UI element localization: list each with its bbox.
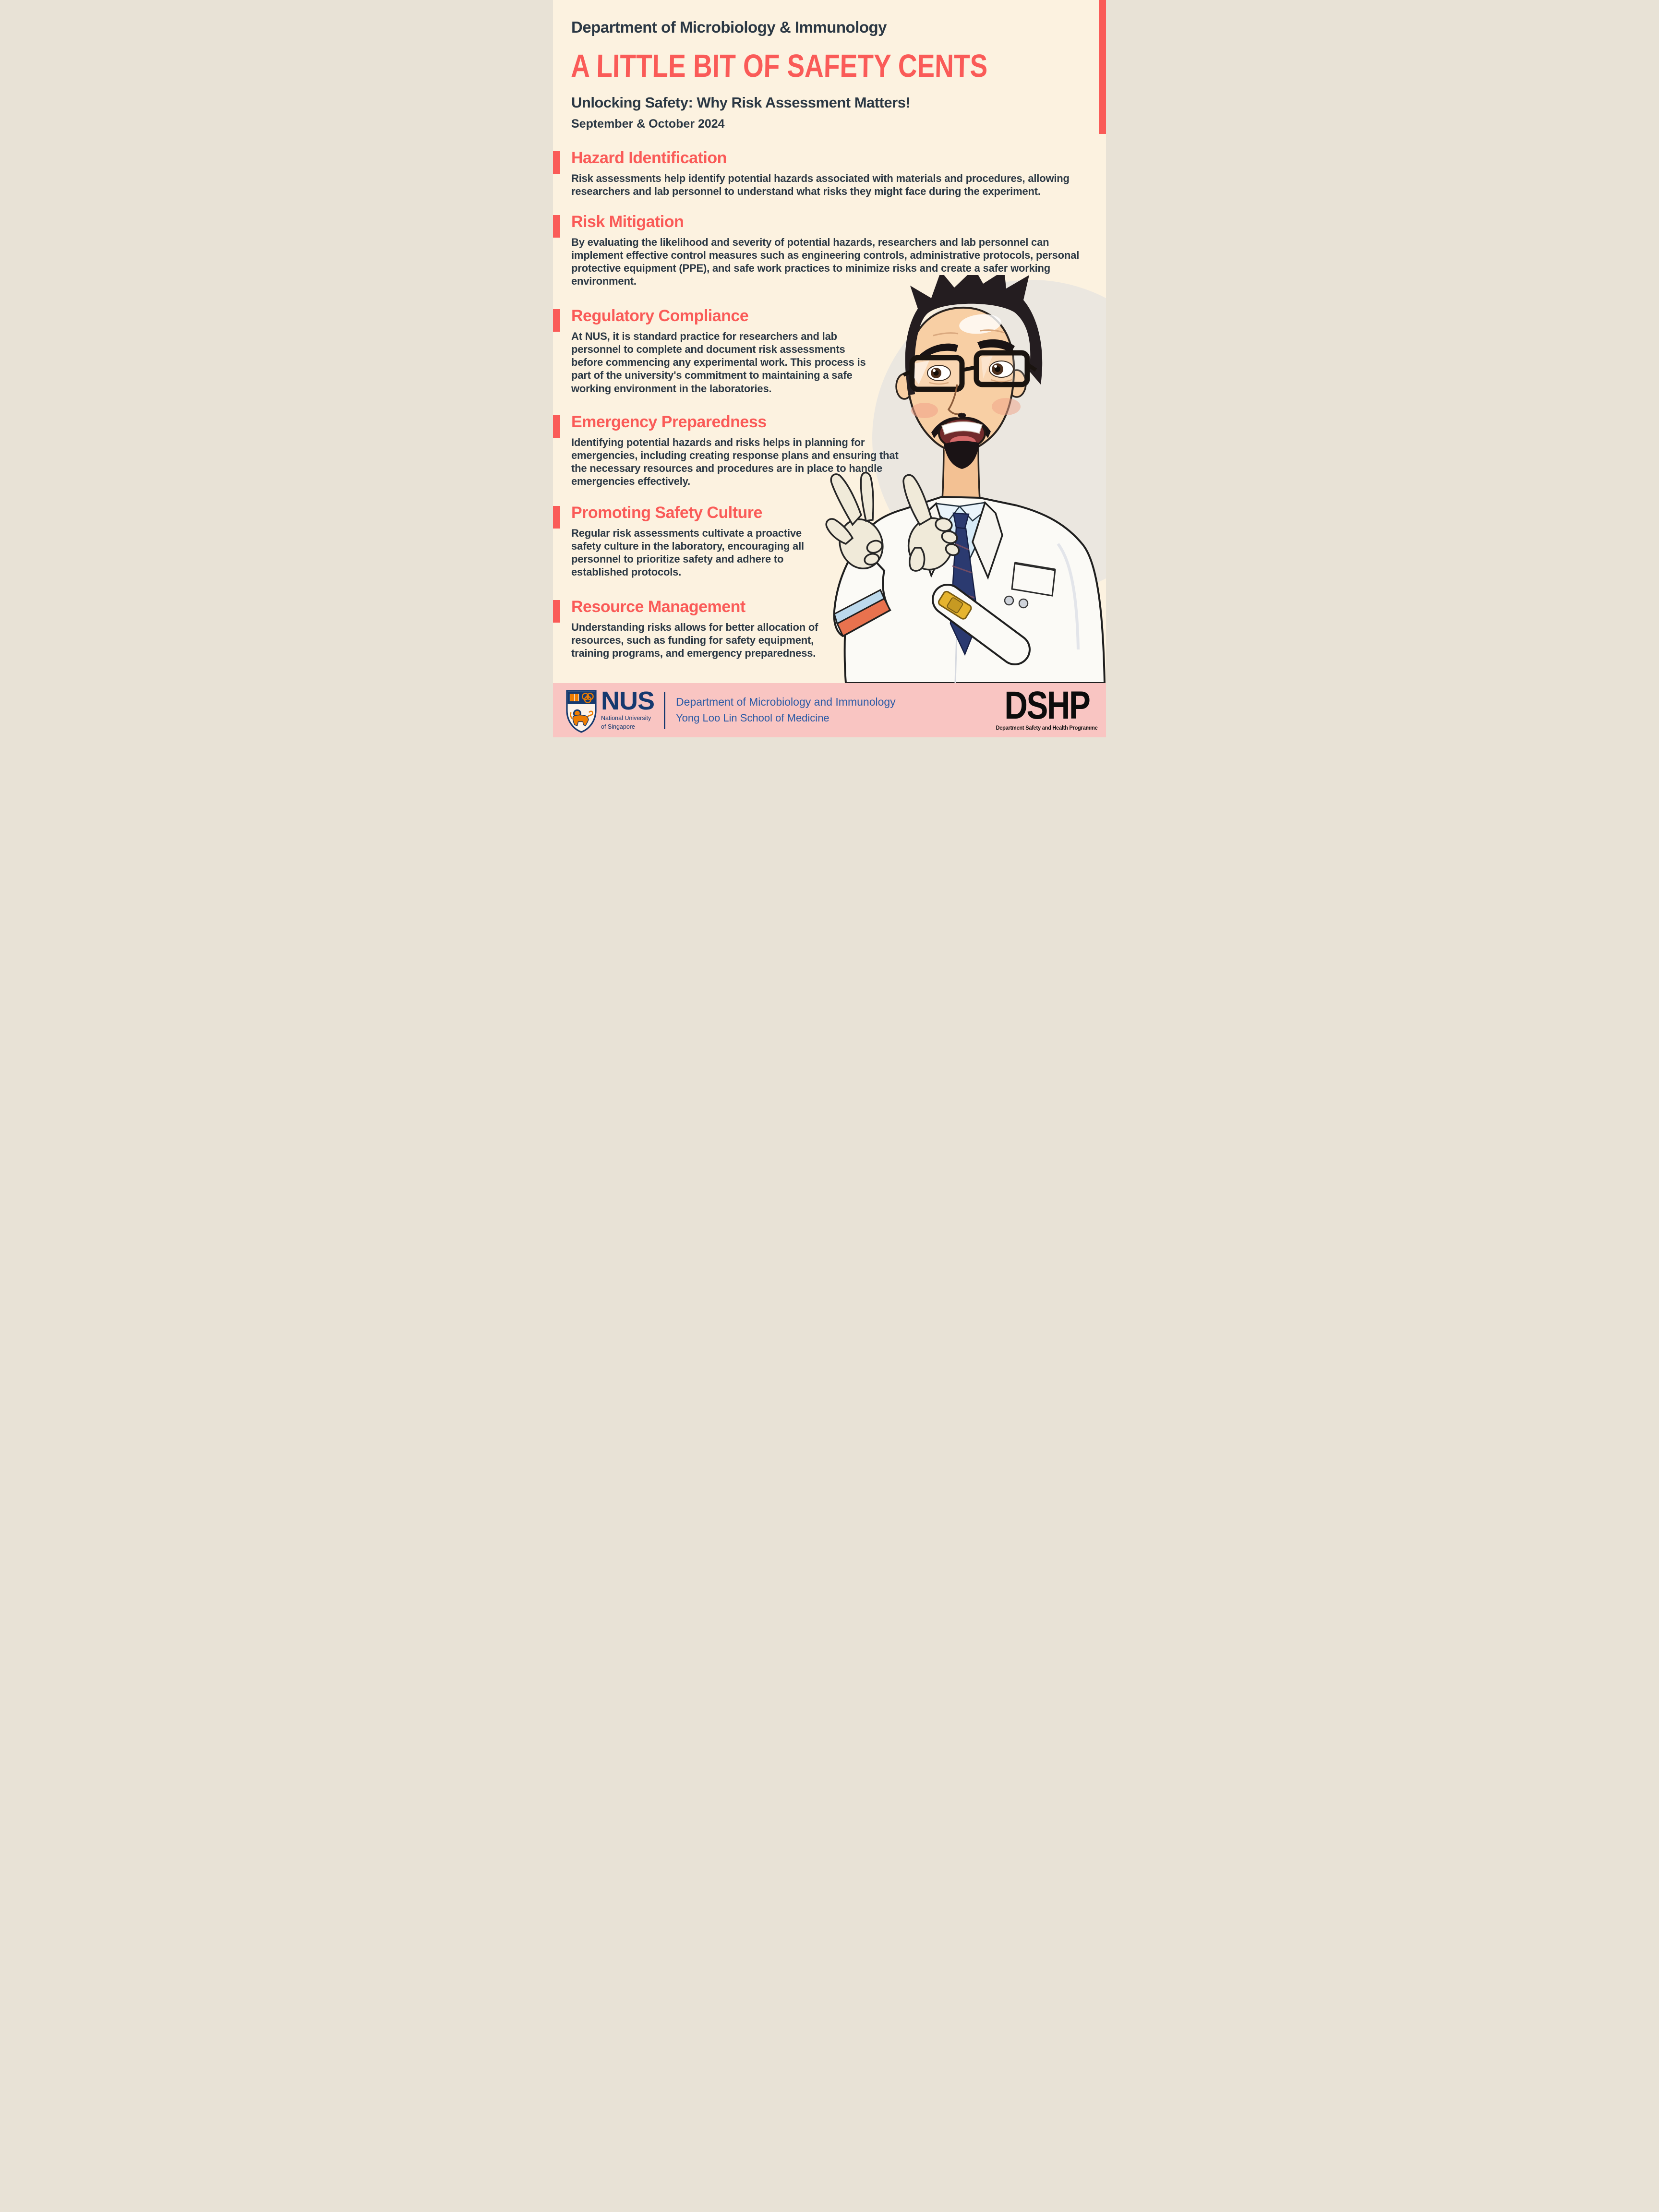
section-accent-bar	[553, 600, 560, 623]
section-body: Risk assessments help identify potential hazards associated with materials and procedures, allowing researchers and lab personnel to understand what risks they might face during the experiment.	[571, 172, 1070, 197]
poster-subtitle: Unlocking Safety: Why Risk Assessment Matters!	[571, 94, 911, 111]
nus-subtext-line2: of Singapore	[601, 723, 635, 731]
nus-logo	[565, 688, 654, 733]
section-body: By evaluating the likelihood and severity of potential hazards, researchers and lab personnel can implement effective control measures such as engineering controls, administrative protocols, personal protective equipment (PPE), and safe work practices to minimize risks and create a safer working environment.	[571, 236, 1080, 288]
nus-wordmark: NUS	[601, 686, 655, 716]
section-resource-management	[553, 599, 1106, 660]
section-body: At NUS, it is standard practice for researchers and lab personnel to complete and document risk assessments before commencing any experimental work. This process is part of the university's commitment to maintaining a safe working environment in the laboratories.	[571, 330, 866, 395]
nus-subtext-line1: National University	[601, 715, 651, 722]
poster-title: A LITTLE BIT OF SAFETY CENTS	[570, 48, 988, 84]
header-accent-strip	[1099, 0, 1106, 134]
dshp-full-name: Department Safety and Health Programme	[996, 725, 1098, 732]
section-heading: Hazard Identification	[571, 149, 727, 167]
section-accent-bar	[553, 151, 560, 174]
section-emergency-preparedness	[553, 414, 1106, 488]
poster-header	[571, 18, 1077, 131]
dshp-acronym: DSHP	[1004, 683, 1089, 727]
section-risk-mitigation	[553, 214, 1106, 288]
safety-poster	[553, 0, 1106, 737]
section-accent-bar	[553, 309, 560, 332]
poster-date: September & October 2024	[571, 117, 725, 131]
section-body: Understanding risks allows for better allocation of resources, such as funding for safety equipment, training programs, and emergency preparedness.	[571, 621, 818, 660]
section-regulatory-compliance	[553, 308, 1106, 395]
section-heading: Risk Mitigation	[571, 213, 684, 231]
section-body: Regular risk assessments cultivate a proactive safety culture in the laboratory, encouraging all personnel to prioritize safety and adhere to established protocols.	[571, 527, 804, 578]
section-accent-bar	[553, 215, 560, 238]
section-heading: Emergency Preparedness	[571, 413, 767, 431]
footer-department-block	[676, 695, 896, 725]
section-heading: Promoting Safety Culture	[571, 504, 762, 522]
footer-divider	[664, 692, 665, 729]
department-line: Department of Microbiology & Immunology	[571, 18, 887, 36]
section-promoting-safety-culture	[553, 505, 1106, 579]
section-accent-bar	[553, 506, 560, 529]
poster-footer	[553, 683, 1106, 737]
section-heading: Resource Management	[571, 598, 745, 616]
footer-department-line2: Yong Loo Lin School of Medicine	[676, 712, 830, 724]
section-accent-bar	[553, 415, 560, 438]
dshp-logo	[993, 683, 1100, 732]
section-body: Identifying potential hazards and risks helps in planning for emergencies, including creating response plans and ensuring that the necessary resources and procedures are in place to handle emergencies effectively.	[571, 436, 899, 488]
section-heading: Regulatory Compliance	[571, 307, 749, 325]
nus-shield-icon	[565, 690, 597, 733]
footer-department-line1: Department of Microbiology and Immunology	[676, 696, 896, 709]
section-hazard-identification	[553, 150, 1106, 198]
